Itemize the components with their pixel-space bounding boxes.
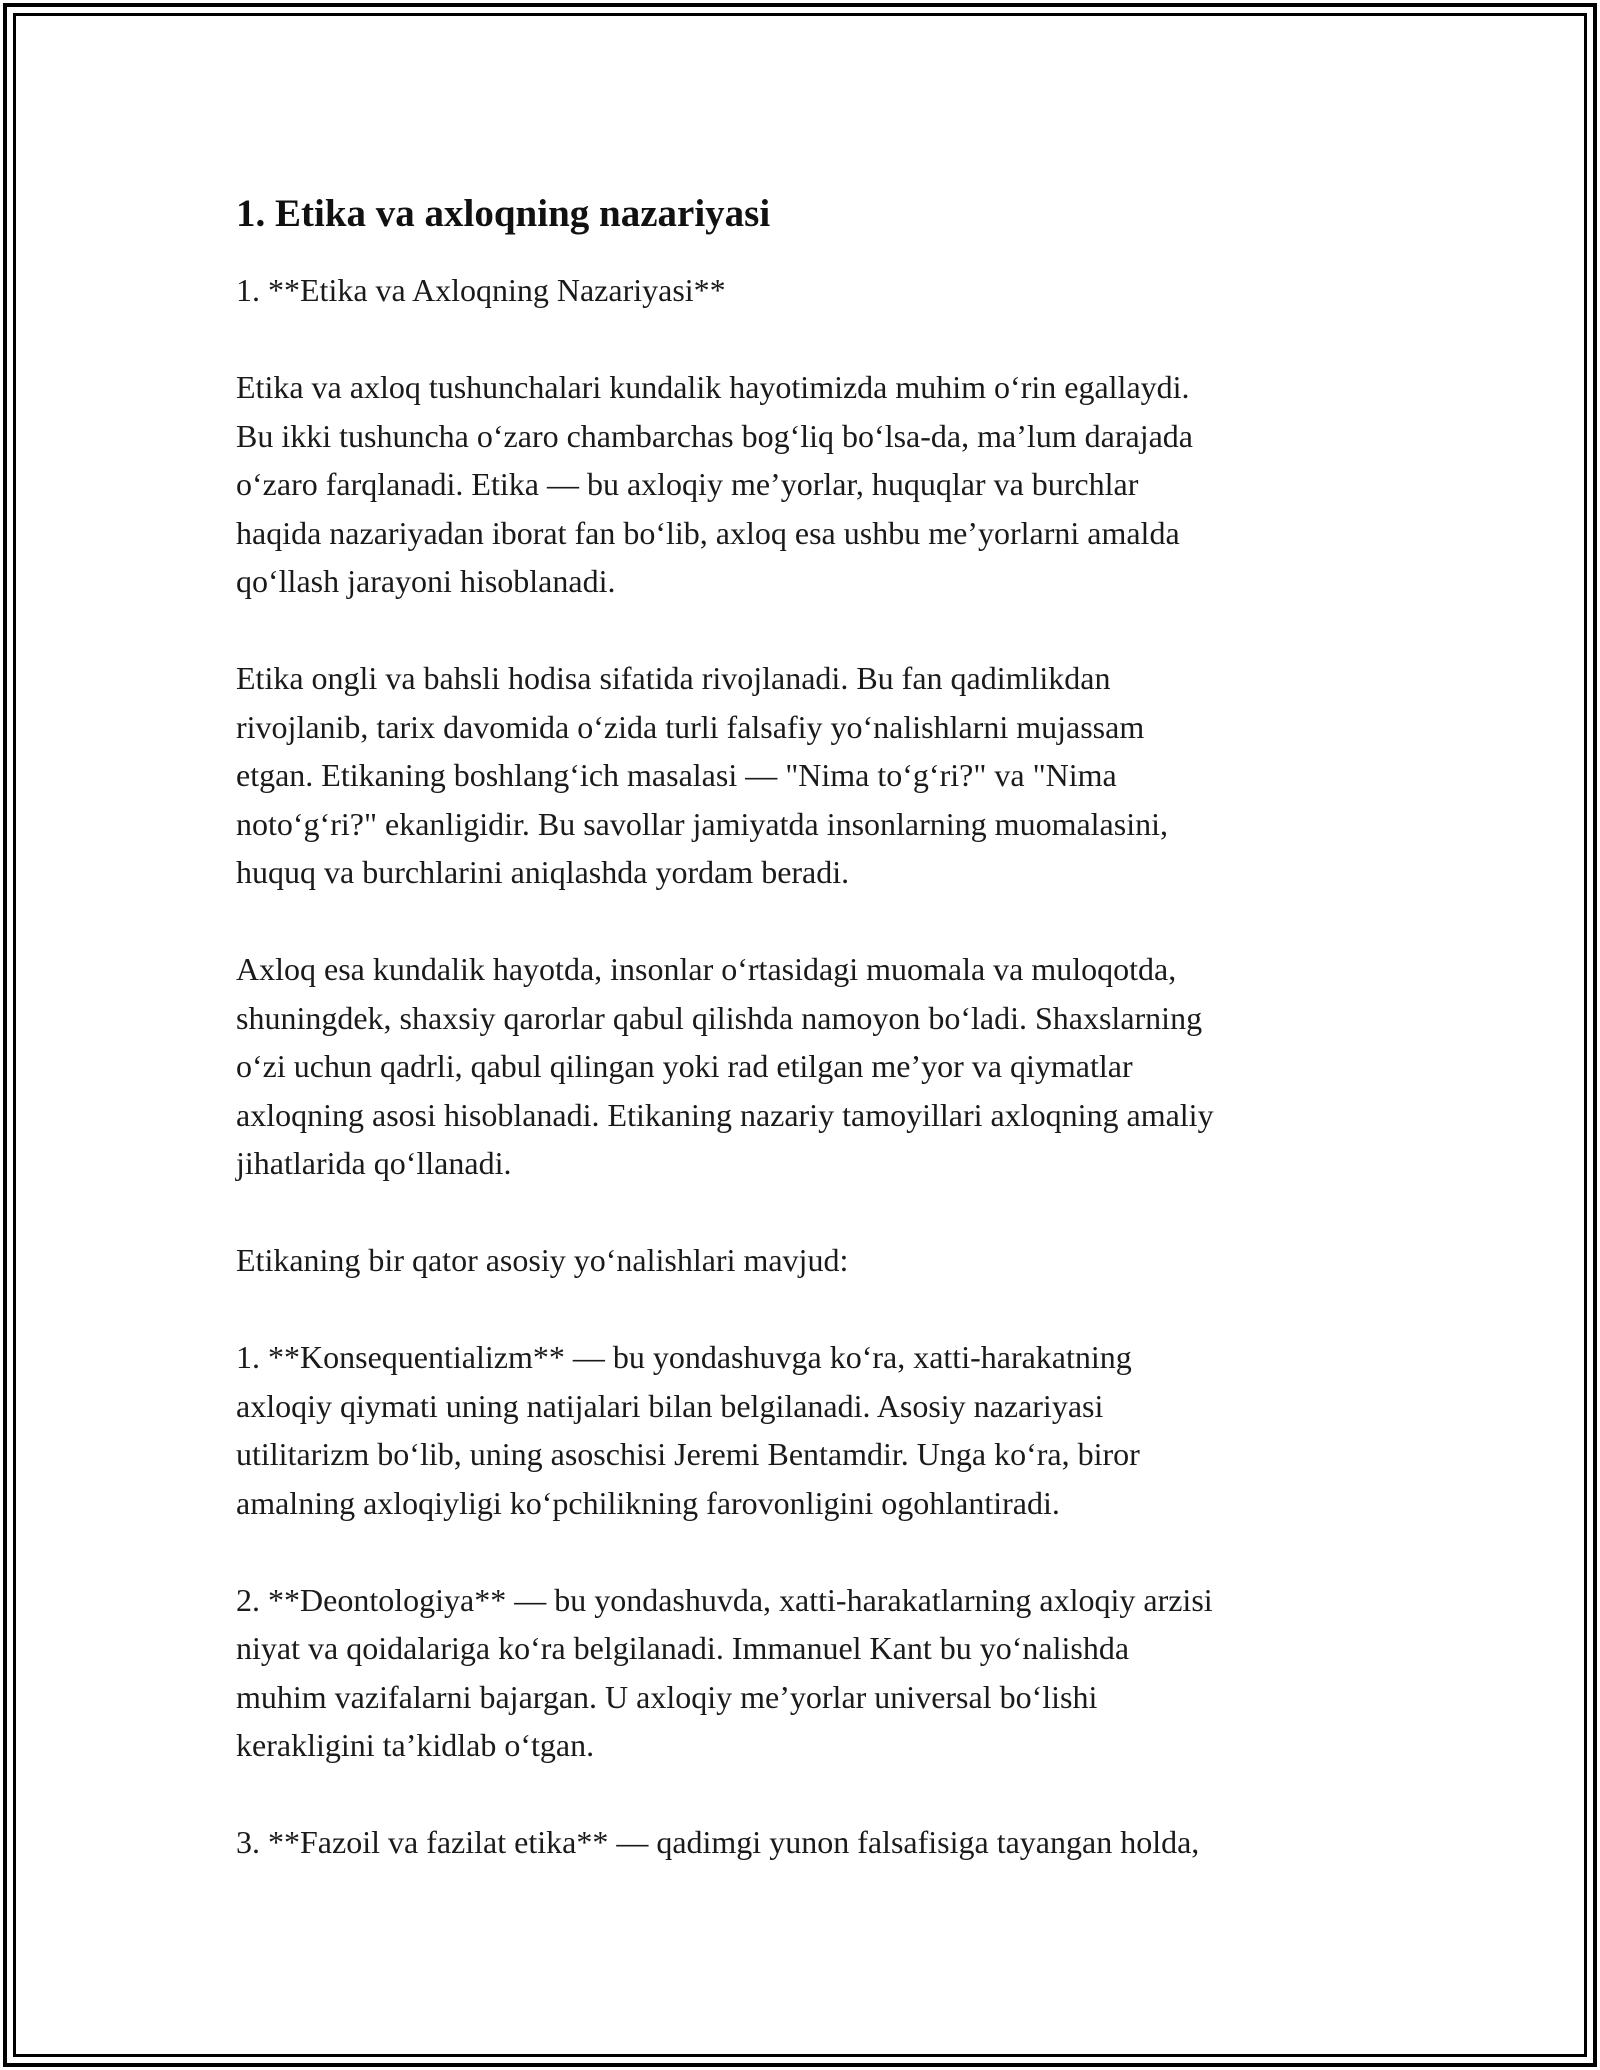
paragraph-intro: Etika va axloq tushunchalari kundalik hayotimizda muhim o‘rin egallaydi. Bu ikki tushuncha o‘zaro chambarchas bog‘liq bo‘lsa-da, ma’lum darajada o‘zaro farqlanadi. Etika — bu axloqiy me’yorlar, huquqlar va burchlar haqida nazariyadan iborat fan bo‘lib, axloq esa ushbu me’yorlarni amalda qo‘llash jarayoni hisoblanadi.	[236, 369, 1193, 599]
list-item-konsequentializm: 1. **Konsequentializm** — bu yondashuvga ko‘ra, xatti-harakatning axloqiy qiymati uning natijalari bilan belgilanadi. Asosiy nazariyasi utilitarizm bo‘lib, uning asoschisi Jeremi Bentamdir. Unga ko‘ra, biror amalning axloqiyligi ko‘pchilikning farovonligini ogohlantiradi.	[236, 1339, 1140, 1521]
page-title: 1. Etika va axloqning nazariyasi	[236, 192, 771, 235]
section-subheading: 1. **Etika va Axloqning Nazariyasi**	[236, 272, 726, 308]
list-item-fazilat-etika: 3. **Fazoil va fazilat etika** — qadimgi yunon falsafisiga tayangan holda,	[236, 1824, 1200, 1860]
paragraph-axloq: Axloq esa kundalik hayotda, insonlar o‘rtasidagi muomala va muloqotda, shuningdek, shaxsiy qarorlar qabul qilishda namoyon bo‘ladi. Shaxslarning o‘zi uchun qadrli, qabul qilingan yoki rad etilgan me’yor va qiymatlar axloqning asosi hisoblanadi. Etikaning nazariy tamoyillari axloqning amaliy jihatlarida qo‘llanadi.	[236, 951, 1214, 1181]
document-body	[236, 186, 1366, 1867]
paragraph-etika-development: Etika ongli va bahsli hodisa sifatida rivojlanadi. Bu fan qadimlikdan rivojlanib, tarix davomida o‘zida turli falsafiy yo‘nalishlarni mujassam etgan. Etikaning boshlang‘ich masalasi — "Nima to‘g‘ri?" va "Nima noto‘g‘ri?" ekanligidir. Bu savollar jamiyatda insonlarning muomalasini, huquq va burchlarini aniqlashda yordam beradi.	[236, 660, 1168, 890]
list-item-deontologiya: 2. **Deontologiya** — bu yondashuvda, xatti-harakatlarning axloqiy arzisi niyat va qoidalariga ko‘ra belgilanadi. Immanuel Kant bu yo‘nalishda muhim vazifalarni bajargan. U axloqiy me’yorlar universal bo‘lishi kerakligini ta’kidlab o‘tgan.	[236, 1581, 1213, 1763]
paragraph-directions-intro: Etikaning bir qator asosiy yo‘nalishlari mavjud:	[236, 1242, 849, 1278]
